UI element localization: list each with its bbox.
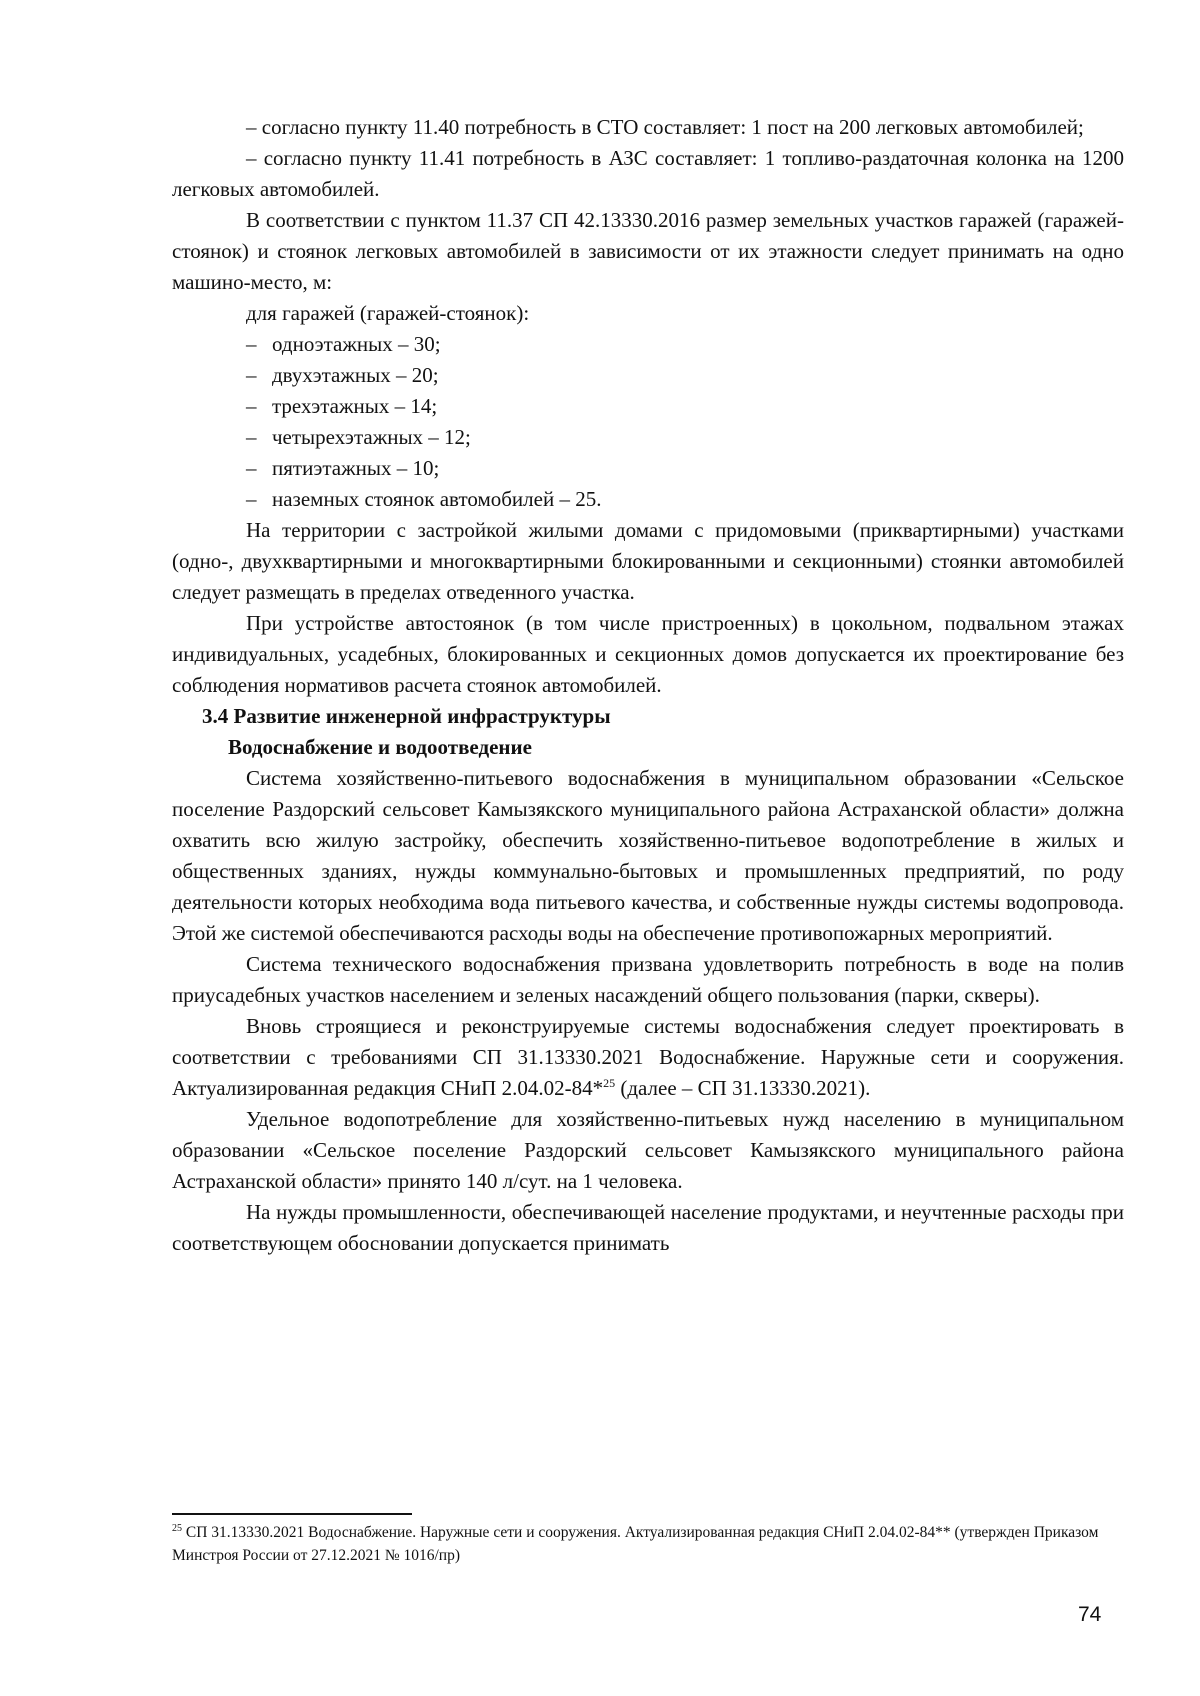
list-dash: – (246, 425, 257, 449)
list-dash: – (246, 456, 257, 480)
paragraph-water-consumption: Удельное водопотребление для хозяйственно-питьевых нужд населению в муниципальном образовании «Сельское поселение Раздорский сельсовет Камызякского муниципального района Астраханской области» принято 140 л/сут. на 1 человека. (172, 1107, 1124, 1193)
list-dash: – (246, 332, 257, 356)
list-dash: – (246, 487, 257, 511)
list-item: – двухэтажных – 20; (172, 360, 1124, 391)
section-heading: 3.4 Развитие инженерной инфраструктуры (202, 704, 611, 728)
paragraph-basement-parking: При устройстве автостоянок (в том числе пристроенных) в цокольном, подвальном этажах индивидуальных, усадебных, блокированных и секционных домов допускается их проектирование без соблюдения нормативов расчета стоянок автомобилей. (172, 611, 1124, 697)
paragraph-drinking-water: Система хозяйственно-питьевого водоснабжения в муниципальном образовании «Сельское поселение Раздорский сельсовет Камызякского муниципального района Астраханской области» должна охватить всю жилую застройку, обеспечить хозяйственно-питьевое водопотребление в жилых и общественных зданиях, нужды коммунально-бытовых и промышленных предприятий, по роду деятельности которых необходима вода питьевого качества, и собственные нужды системы водопровода. Этой же системой обеспечиваются расходы воды на обеспечение противопожарных мероприятий. (172, 766, 1124, 945)
body-text (172, 112, 1124, 1259)
footnote-reference[interactable]: 25 (603, 1076, 616, 1090)
list-item: – трехэтажных – 14; (172, 391, 1124, 422)
paragraph-azs: – согласно пункту 11.41 потребность в АЗС составляет: 1 топливо-раздаточная колонка на 1200 легковых автомобилей. (172, 146, 1124, 201)
list-item: – четырехэтажных – 12; (172, 422, 1124, 453)
paragraph-new-systems: Вновь строящиеся и реконструируемые системы водоснабжения следует проектировать в соответствии с требованиями СП 31.13330.2021 Водоснабжение. Наружные сети и сооружения. Актуализированная редакция СНиП 2.04.02-84*$^{25}$ (далее – СП 31.13330.2021). (172, 1014, 1124, 1100)
footnote (172, 1521, 1124, 1567)
list-dash: – (246, 394, 257, 418)
paragraph-garage-area: В соответствии с пунктом 11.37 СП 42.13330.2016 размер земельных участков гаражей (гаражей-стоянок) и стоянок легковых автомобилей в зависимости от их этажности следует принимать на одно машино-место, м: (172, 208, 1124, 294)
footnote-separator (172, 1513, 412, 1515)
subsection-heading: Водоснабжение и водоотведение (228, 735, 532, 759)
list-item: – пятиэтажных – 10; (172, 453, 1124, 484)
list-item: – наземных стоянок автомобилей – 25. (172, 484, 1124, 515)
footnote-text: СП 31.13330.2021 Водоснабжение. Наружные сети и сооружения. Актуализированная редакция СНиП 2.04.02-84** (утвержден Приказом Минстроя России от 27.12.2021 № 1016/пр) (172, 1524, 1099, 1564)
paragraph-industry-needs: На нужды промышленности, обеспечивающей население продуктами, и неучтенные расходы при соответствующем обосновании допускается принимать (172, 1200, 1124, 1255)
page-number: 74 (1078, 1603, 1102, 1626)
paragraph-parking-placement: На территории с застройкой жилыми домами с придомовыми (приквартирными) участками (одно-, двухквартирными и многоквартирными блокированными и секционными) стоянки автомобилей следует размещать в пределах отведенного участка. (172, 518, 1124, 604)
list-intro: для гаражей (гаражей-стоянок): (246, 301, 530, 325)
list-dash: – (246, 363, 257, 387)
paragraph-sto: – согласно пункту 11.40 потребность в СТО составляет: 1 пост на 200 легковых автомобилей; (246, 115, 1084, 139)
paragraph-technical-water: Система технического водоснабжения призвана удовлетворить потребность в воде на полив приусадебных участков населением и зеленых насаждений общего пользования (парки, скверы). (172, 952, 1124, 1007)
garage-area-list (172, 329, 1124, 515)
footnote-number: 25 (172, 1522, 182, 1534)
list-item: – одноэтажных – 30; (172, 329, 1124, 360)
